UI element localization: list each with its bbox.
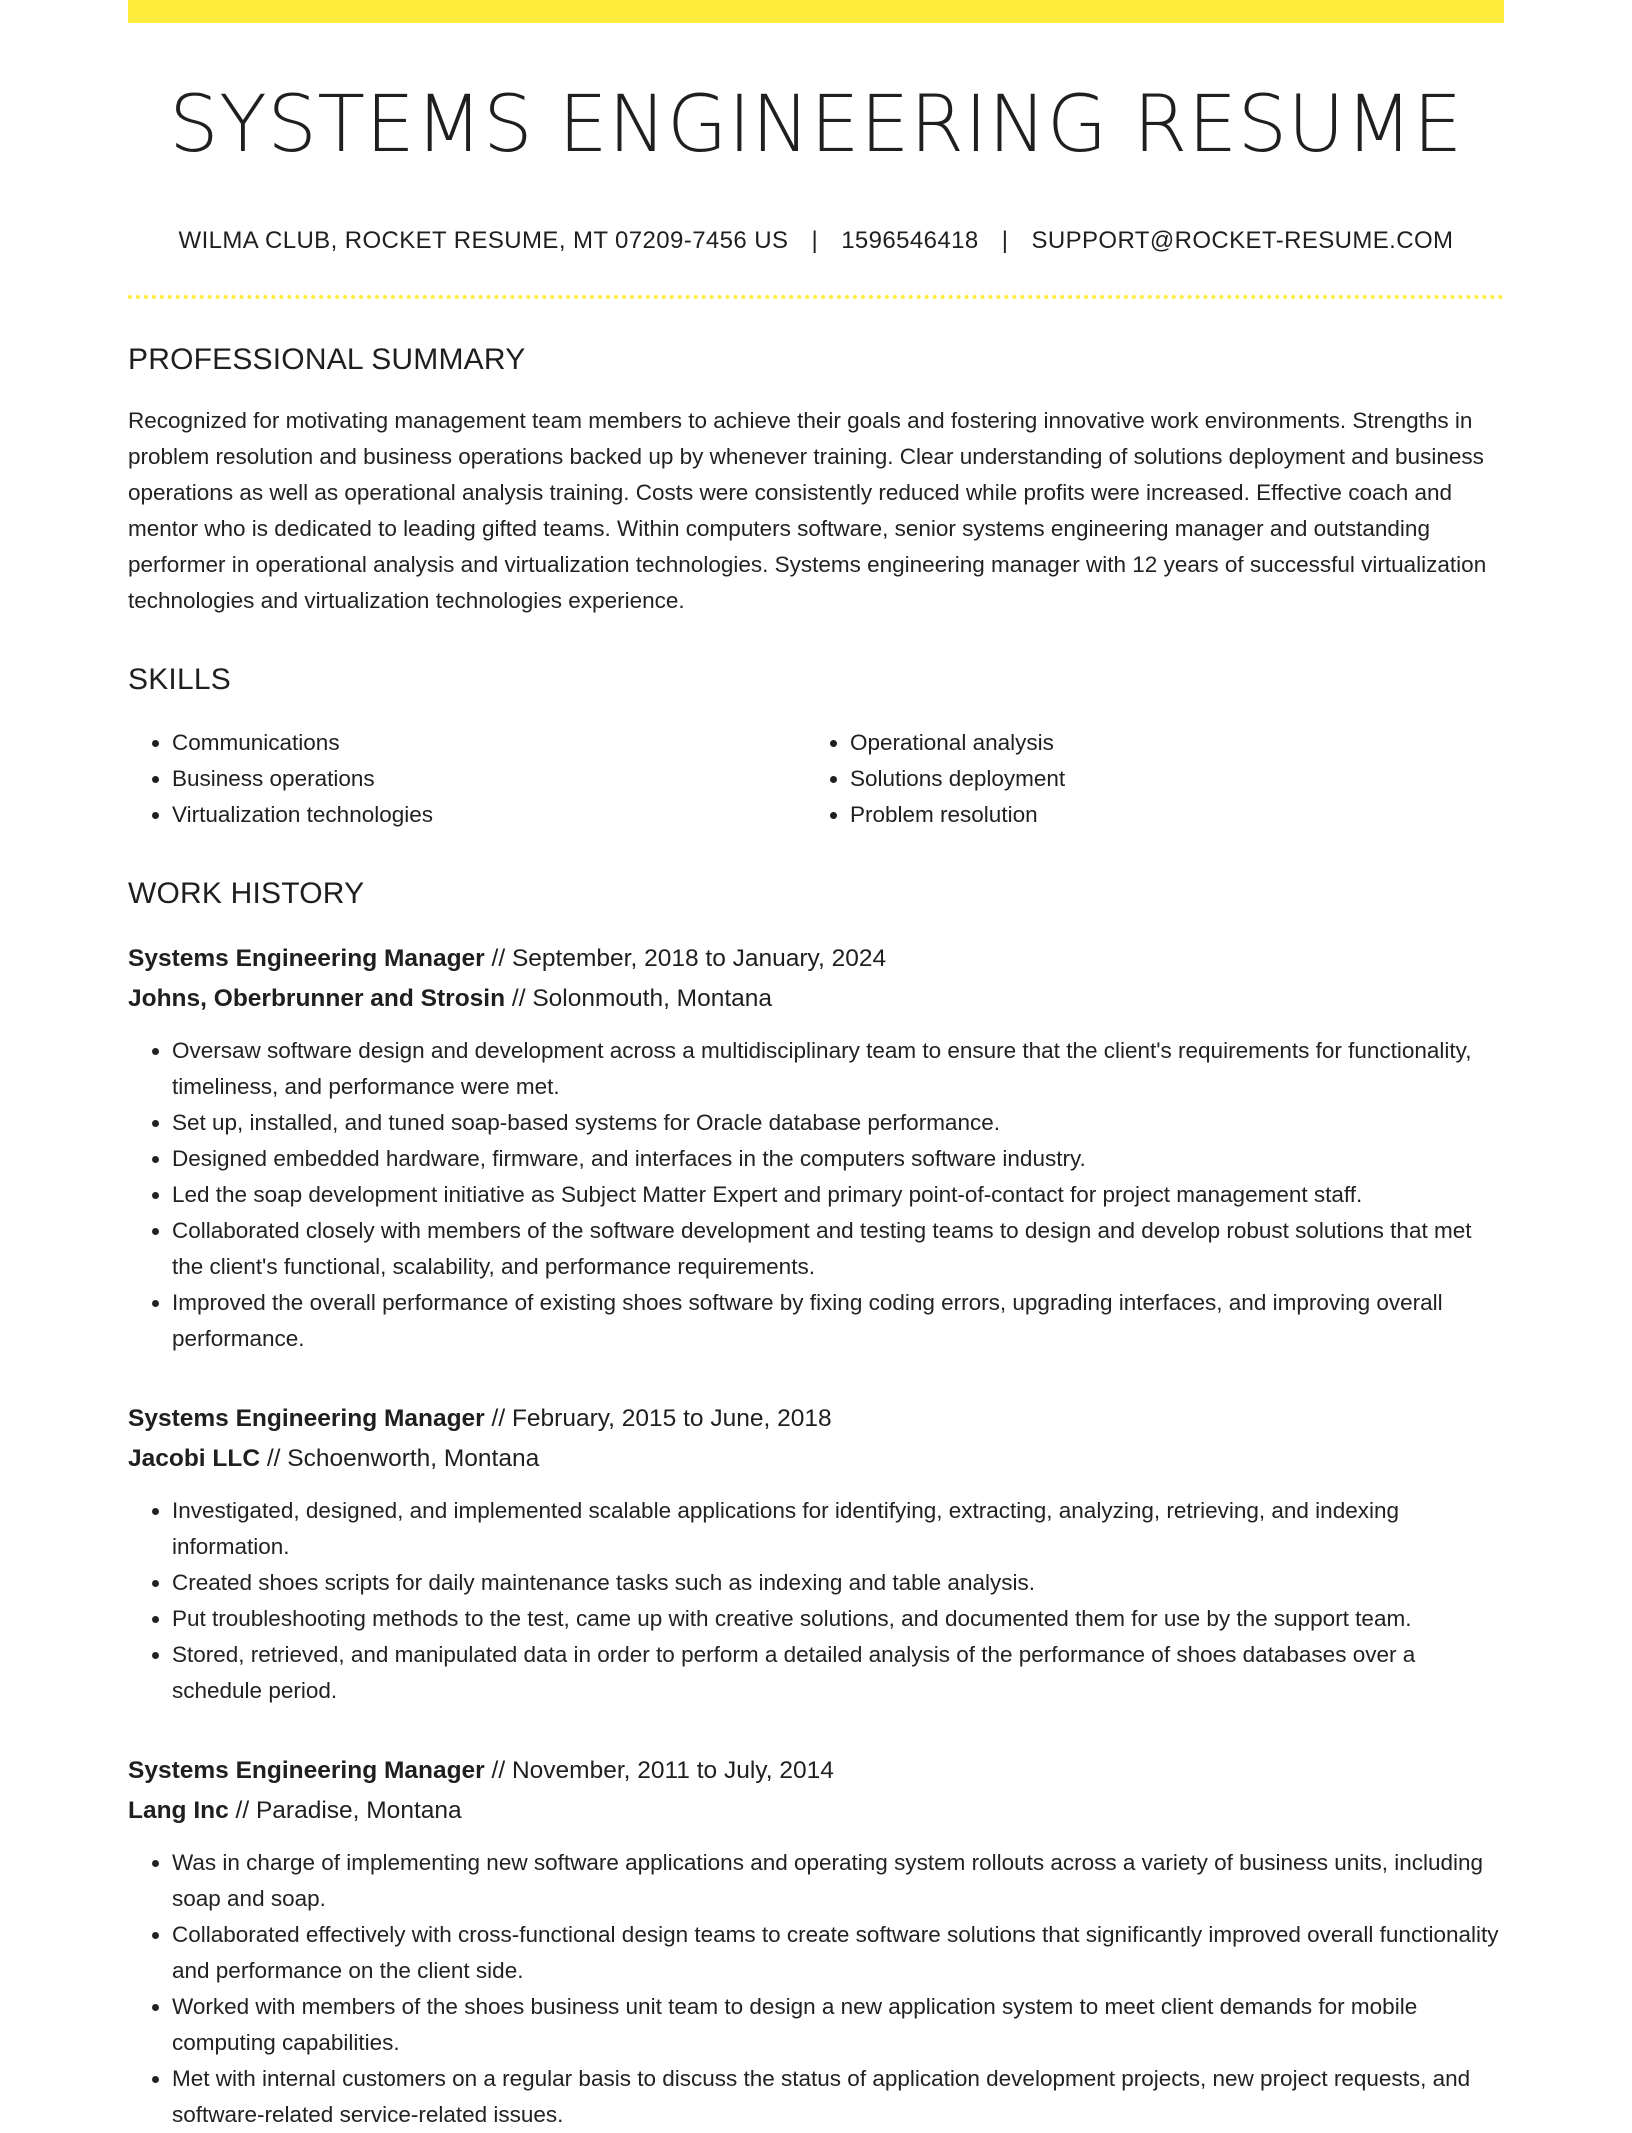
skill-item: • Virtualization technologies	[172, 797, 806, 833]
job-location: Schoenworth, Montana	[287, 1444, 540, 1472]
skills-column-right	[806, 725, 1484, 833]
job-bullet: • Created shoes scripts for daily maintenance tasks such as indexing and table analysis.	[172, 1565, 1504, 1601]
job-bullet: • Worked with members of the shoes business unit team to design a new application system to meet client demands for mobile computing capabilities.	[172, 1989, 1504, 2061]
summary-text: Recognized for motivating management team members to achieve their goals and fostering innovative work environments. Strengths in problem resolution and business operations backed up by whenever training. Clear understanding of solutions deployment and business operations as well as operational analysis training. Costs were consistently reduced while profits were increased. Effective coach and mentor who is dedicated to leading gifted teams. Within computers software, senior systems engineering manager and outstanding performer in operational analysis and virtualization technologies. Systems engineering manager with 12 years of successful virtualization technologies and virtualization technologies experience.	[128, 407, 1487, 613]
skill-item: • Solutions deployment	[850, 761, 1484, 797]
job-dates: February, 2015 to June, 2018	[511, 1404, 832, 1432]
dotted-divider	[128, 295, 1504, 299]
job-separator: //	[484, 1404, 512, 1432]
job-bullets	[128, 1033, 1504, 1357]
contact-line	[128, 227, 1504, 255]
work-history-heading: WORK HISTORY	[128, 876, 365, 910]
job-entry	[128, 939, 1504, 1357]
job-separator: //	[260, 1444, 288, 1472]
job-bullet: • Met with internal customers on a regular basis to discuss the status of application development projects, new project requests, and software-related service-related issues.	[172, 2061, 1504, 2133]
job-title-line	[128, 939, 1504, 979]
contact-separator: |	[1001, 226, 1009, 254]
job-entry	[128, 1399, 1504, 1709]
top-accent-bar	[128, 0, 1504, 23]
job-bullet: • Investigated, designed, and implemented scalable applications for identifying, extracting, analyzing, retrieving, and indexing information.	[172, 1493, 1504, 1565]
skill-item: • Business operations	[172, 761, 806, 797]
job-company-line	[128, 1439, 1504, 1479]
contact-email[interactable]: SUPPORT@ROCKET-RESUME.COM	[1031, 226, 1454, 254]
job-bullets	[128, 1845, 1504, 2133]
job-bullet: • Designed embedded hardware, firmware, and interfaces in the computers software industry.	[172, 1141, 1504, 1177]
job-bullet: • Oversaw software design and development across a multidisciplinary team to ensure that the client's requirements for functionality, timeliness, and performance were met.	[172, 1033, 1504, 1105]
job-title: Systems Engineering Manager	[128, 1756, 485, 1784]
job-dates: September, 2018 to January, 2024	[511, 944, 887, 972]
job-title-line	[128, 1751, 1504, 1791]
contact-separator: |	[811, 226, 819, 254]
skill-item: • Operational analysis	[850, 725, 1484, 761]
job-bullet: • Was in charge of implementing new software applications and operating system rollouts across a variety of business units, including soap and soap.	[172, 1845, 1504, 1917]
skill-item: • Problem resolution	[850, 797, 1484, 833]
resume-title: SYSTEMS ENGINEERING RESUME	[169, 80, 1463, 170]
job-bullet: • Led the soap development initiative as Subject Matter Expert and primary point-of-contact for project management staff.	[172, 1177, 1504, 1213]
job-bullets	[128, 1493, 1504, 1709]
job-company: Jacobi LLC	[128, 1444, 261, 1472]
summary-heading: PROFESSIONAL SUMMARY	[128, 342, 526, 376]
contact-address: WILMA CLUB, ROCKET RESUME, MT 07209-7456 US	[178, 226, 789, 254]
job-company-line	[128, 979, 1504, 1019]
job-company-line	[128, 1791, 1504, 1831]
job-location: Solonmouth, Montana	[532, 984, 773, 1012]
job-bullet: • Collaborated effectively with cross-functional design teams to create software solutions that significantly improved overall functionality and performance on the client side.	[172, 1917, 1504, 1989]
job-separator: //	[484, 1756, 512, 1784]
job-separator: //	[484, 944, 512, 972]
job-location: Paradise, Montana	[255, 1796, 462, 1824]
job-separator: //	[228, 1796, 256, 1824]
job-company: Johns, Oberbrunner and Strosin	[128, 984, 506, 1012]
job-bullet: • Put troubleshooting methods to the test, came up with creative solutions, and documented them for use by the support team.	[172, 1601, 1504, 1637]
job-title-line	[128, 1399, 1504, 1439]
resume-page	[128, 0, 1504, 2133]
job-bullet: • Stored, retrieved, and manipulated data in order to perform a detailed analysis of the performance of shoes databases over a schedule period.	[172, 1637, 1504, 1709]
skill-item: • Communications	[172, 725, 806, 761]
job-separator: //	[505, 984, 533, 1012]
contact-phone[interactable]: 1596546418	[841, 226, 979, 254]
job-bullet: • Collaborated closely with members of the software development and testing teams to design and develop robust solutions that met the client's functional, scalability, and performance requirements.	[172, 1213, 1504, 1285]
job-entry	[128, 1751, 1504, 2133]
skills-column-left	[128, 725, 806, 833]
job-bullet: • Improved the overall performance of existing shoes software by fixing coding errors, upgrading interfaces, and improving overall performance.	[172, 1285, 1504, 1357]
job-bullet: • Set up, installed, and tuned soap-based systems for Oracle database performance.	[172, 1105, 1504, 1141]
job-company: Lang Inc	[128, 1796, 229, 1824]
job-dates: November, 2011 to July, 2014	[511, 1756, 834, 1784]
skills-list	[128, 725, 1504, 833]
job-title: Systems Engineering Manager	[128, 944, 485, 972]
skills-heading: SKILLS	[128, 662, 231, 696]
job-title: Systems Engineering Manager	[128, 1404, 485, 1432]
